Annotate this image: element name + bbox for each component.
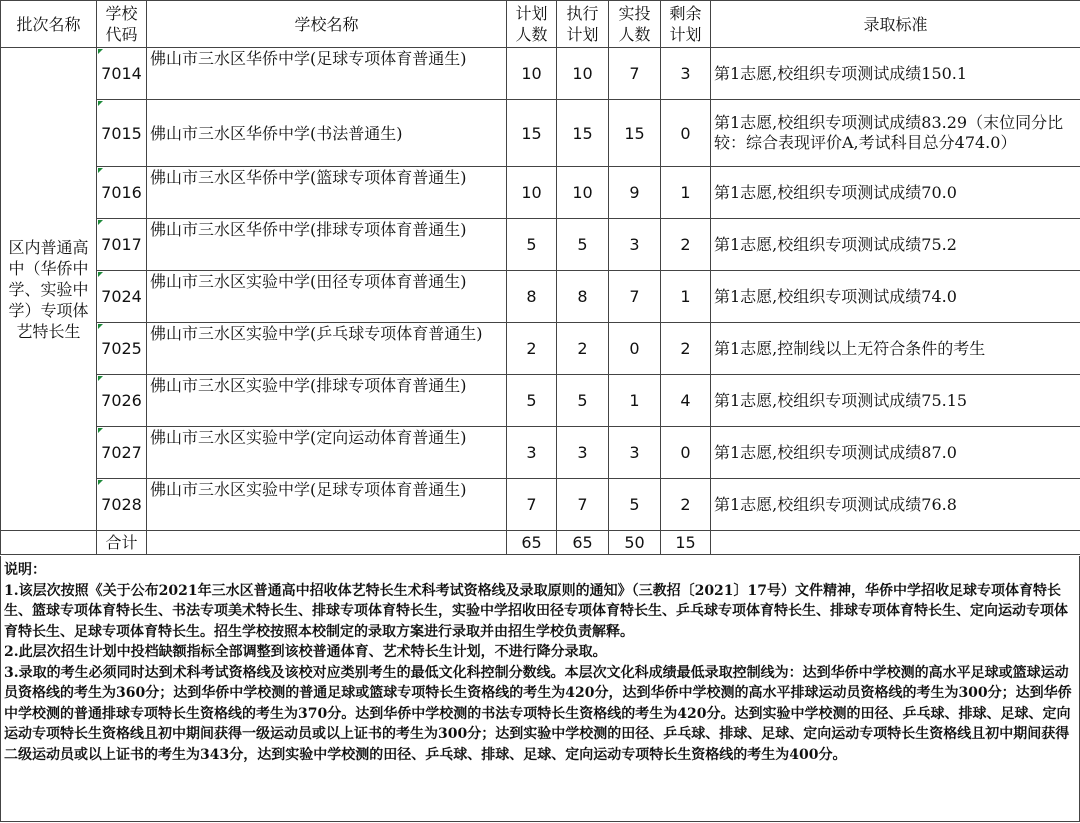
total-row [1, 531, 1080, 555]
notes-title: 说明： [4, 562, 46, 578]
remain-cell: 1 [661, 167, 711, 219]
total-remain: 15 [661, 531, 711, 555]
header-exec: 执行计划 [557, 1, 609, 48]
plan-cell: 3 [507, 427, 557, 479]
school-code-cell: 7014 [97, 48, 147, 100]
standard-cell: 第1志愿,校组织专项测试成绩70.0 [711, 167, 1080, 219]
school-code-cell: 7026 [97, 375, 147, 427]
school-name-cell: 佛山市三水区实验中学(定向运动体育普通生) [147, 427, 507, 479]
note-item-1: 1.该层次按照《关于公布2021年三水区普通高中招收体艺特长生术科考试资格线及录取原则的通知》（三教招〔2021〕17号）文件精神，华侨中学招收足球专项体育特长生、篮球专项体育特长生、书法专项美术特长生、排球专项体育特长生，实验中学招收田径专项体育特长生、乒乓球专项体育特长生、排球专项体育特长生、定向运动专项体育特长生、足球专项体育特长生。招生学校按照本校制定的录取方案进行录取并由招生学校负责解释。 [4, 582, 1068, 640]
table-row [1, 167, 1080, 219]
plan-cell: 5 [507, 219, 557, 271]
standard-cell: 第1志愿,控制线以上无符合条件的考生 [711, 323, 1080, 375]
table-row [1, 48, 1080, 100]
plan-cell: 8 [507, 271, 557, 323]
note-item-3: 3.录取的考生必须同时达到术科考试资格线及该校对应类别考生的最低文化科控制分数线。本层次文化科成绩最低录取控制线为：达到华侨中学校测的高水平足球或篮球运动员资格线的考生为360分；达到华侨中学校测的普通足球或篮球专项特长生资格线的考生为420分，达到华侨中学校测的高水平排球运动员资格线的考生为300分；达到华侨中学校测的普通排球专项特长生资格线的考生为370分。达到华侨中学校测的书法专项特长生资格线的考生为420分。达到实验中学校测的田径、乒乓球、排球、足球、定向运动专项特长生资格线且初中期间获得一级运动员或以上证书的考生为300分；达到实验中学校测的田径、乒乓球、排球、足球、定向运动专项特长生资格线且初中期间获得二级运动员或以上证书的考生为343分，达到实验中学校测的田径、乒乓球、排球、足球、定向运动专项特长生资格线的考生为400分。 [4, 664, 1072, 763]
notes-section [4, 560, 1076, 765]
plan-cell: 2 [507, 323, 557, 375]
remain-cell: 2 [661, 219, 711, 271]
exec-cell: 7 [557, 479, 609, 531]
school-name-cell: 佛山市三水区实验中学(乒乓球专项体育普通生) [147, 323, 507, 375]
plan-cell: 10 [507, 167, 557, 219]
total-school-blank [147, 531, 507, 555]
school-name-cell: 佛山市三水区华侨中学(排球专项体育普通生) [147, 219, 507, 271]
actual-cell: 0 [609, 323, 661, 375]
header-row [1, 1, 1080, 48]
header-batch: 批次名称 [1, 1, 97, 48]
remain-cell: 2 [661, 479, 711, 531]
standard-cell: 第1志愿,校组织专项测试成绩83.29（末位同分比较：综合表现评价A,考试科目总分474.0） [711, 100, 1080, 167]
table-row [1, 323, 1080, 375]
plan-cell: 7 [507, 479, 557, 531]
table-row [1, 100, 1080, 167]
table-row [1, 479, 1080, 531]
remain-cell: 2 [661, 323, 711, 375]
actual-cell: 3 [609, 219, 661, 271]
note-item-2: 2.此层次招生计划中投档缺额指标全部调整到该校普通体育、艺术特长生计划，不进行降分录取。 [4, 644, 607, 660]
remain-cell: 1 [661, 271, 711, 323]
actual-cell: 7 [609, 271, 661, 323]
school-name-cell: 佛山市三水区华侨中学(书法普通生) [147, 100, 507, 167]
school-name-cell: 佛山市三水区华侨中学(篮球专项体育普通生) [147, 167, 507, 219]
total-plan: 65 [507, 531, 557, 555]
exec-cell: 15 [557, 100, 609, 167]
actual-cell: 1 [609, 375, 661, 427]
remain-cell: 4 [661, 375, 711, 427]
school-code-cell: 7016 [97, 167, 147, 219]
plan-cell: 10 [507, 48, 557, 100]
school-name-cell: 佛山市三水区实验中学(田径专项体育普通生) [147, 271, 507, 323]
school-name-cell: 佛山市三水区华侨中学(足球专项体育普通生) [147, 48, 507, 100]
exec-cell: 10 [557, 48, 609, 100]
remain-cell: 0 [661, 427, 711, 479]
notes-border-bottom [0, 821, 1080, 822]
school-code-cell: 7025 [97, 323, 147, 375]
actual-cell: 3 [609, 427, 661, 479]
standard-cell: 第1志愿,校组织专项测试成绩75.2 [711, 219, 1080, 271]
table-row [1, 219, 1080, 271]
table-row [1, 427, 1080, 479]
school-code-cell: 7028 [97, 479, 147, 531]
standard-cell: 第1志愿,校组织专项测试成绩74.0 [711, 271, 1080, 323]
exec-cell: 2 [557, 323, 609, 375]
school-name-cell: 佛山市三水区实验中学(排球专项体育普通生) [147, 375, 507, 427]
header-actual: 实投人数 [609, 1, 661, 48]
plan-cell: 5 [507, 375, 557, 427]
table-row [1, 375, 1080, 427]
plan-cell: 15 [507, 100, 557, 167]
standard-cell: 第1志愿,校组织专项测试成绩76.8 [711, 479, 1080, 531]
actual-cell: 15 [609, 100, 661, 167]
table-row [1, 271, 1080, 323]
total-standard-blank [711, 531, 1080, 555]
actual-cell: 7 [609, 48, 661, 100]
school-code-cell: 7017 [97, 219, 147, 271]
school-code-cell: 7024 [97, 271, 147, 323]
exec-cell: 5 [557, 375, 609, 427]
header-standard: 录取标准 [711, 1, 1080, 48]
standard-cell: 第1志愿,校组织专项测试成绩75.15 [711, 375, 1080, 427]
remain-cell: 3 [661, 48, 711, 100]
total-label: 合计 [97, 531, 147, 555]
total-actual: 50 [609, 531, 661, 555]
exec-cell: 8 [557, 271, 609, 323]
header-remain: 剩余计划 [661, 1, 711, 48]
notes-border-left [0, 556, 1, 822]
header-code: 学校代码 [97, 1, 147, 48]
header-plan: 计划人数 [507, 1, 557, 48]
standard-cell: 第1志愿,校组织专项测试成绩87.0 [711, 427, 1080, 479]
school-name-cell: 佛山市三水区实验中学(足球专项体育普通生) [147, 479, 507, 531]
remain-cell: 0 [661, 100, 711, 167]
total-exec: 65 [557, 531, 609, 555]
school-code-cell: 7027 [97, 427, 147, 479]
exec-cell: 5 [557, 219, 609, 271]
batch-name-cell: 区内普通高中（华侨中学、实验中学）专项体艺特长生 [1, 48, 97, 531]
actual-cell: 9 [609, 167, 661, 219]
school-code-cell: 7015 [97, 100, 147, 167]
actual-cell: 5 [609, 479, 661, 531]
standard-cell: 第1志愿,校组织专项测试成绩150.1 [711, 48, 1080, 100]
total-blank-cell [1, 531, 97, 555]
exec-cell: 10 [557, 167, 609, 219]
header-school: 学校名称 [147, 1, 507, 48]
exec-cell: 3 [557, 427, 609, 479]
